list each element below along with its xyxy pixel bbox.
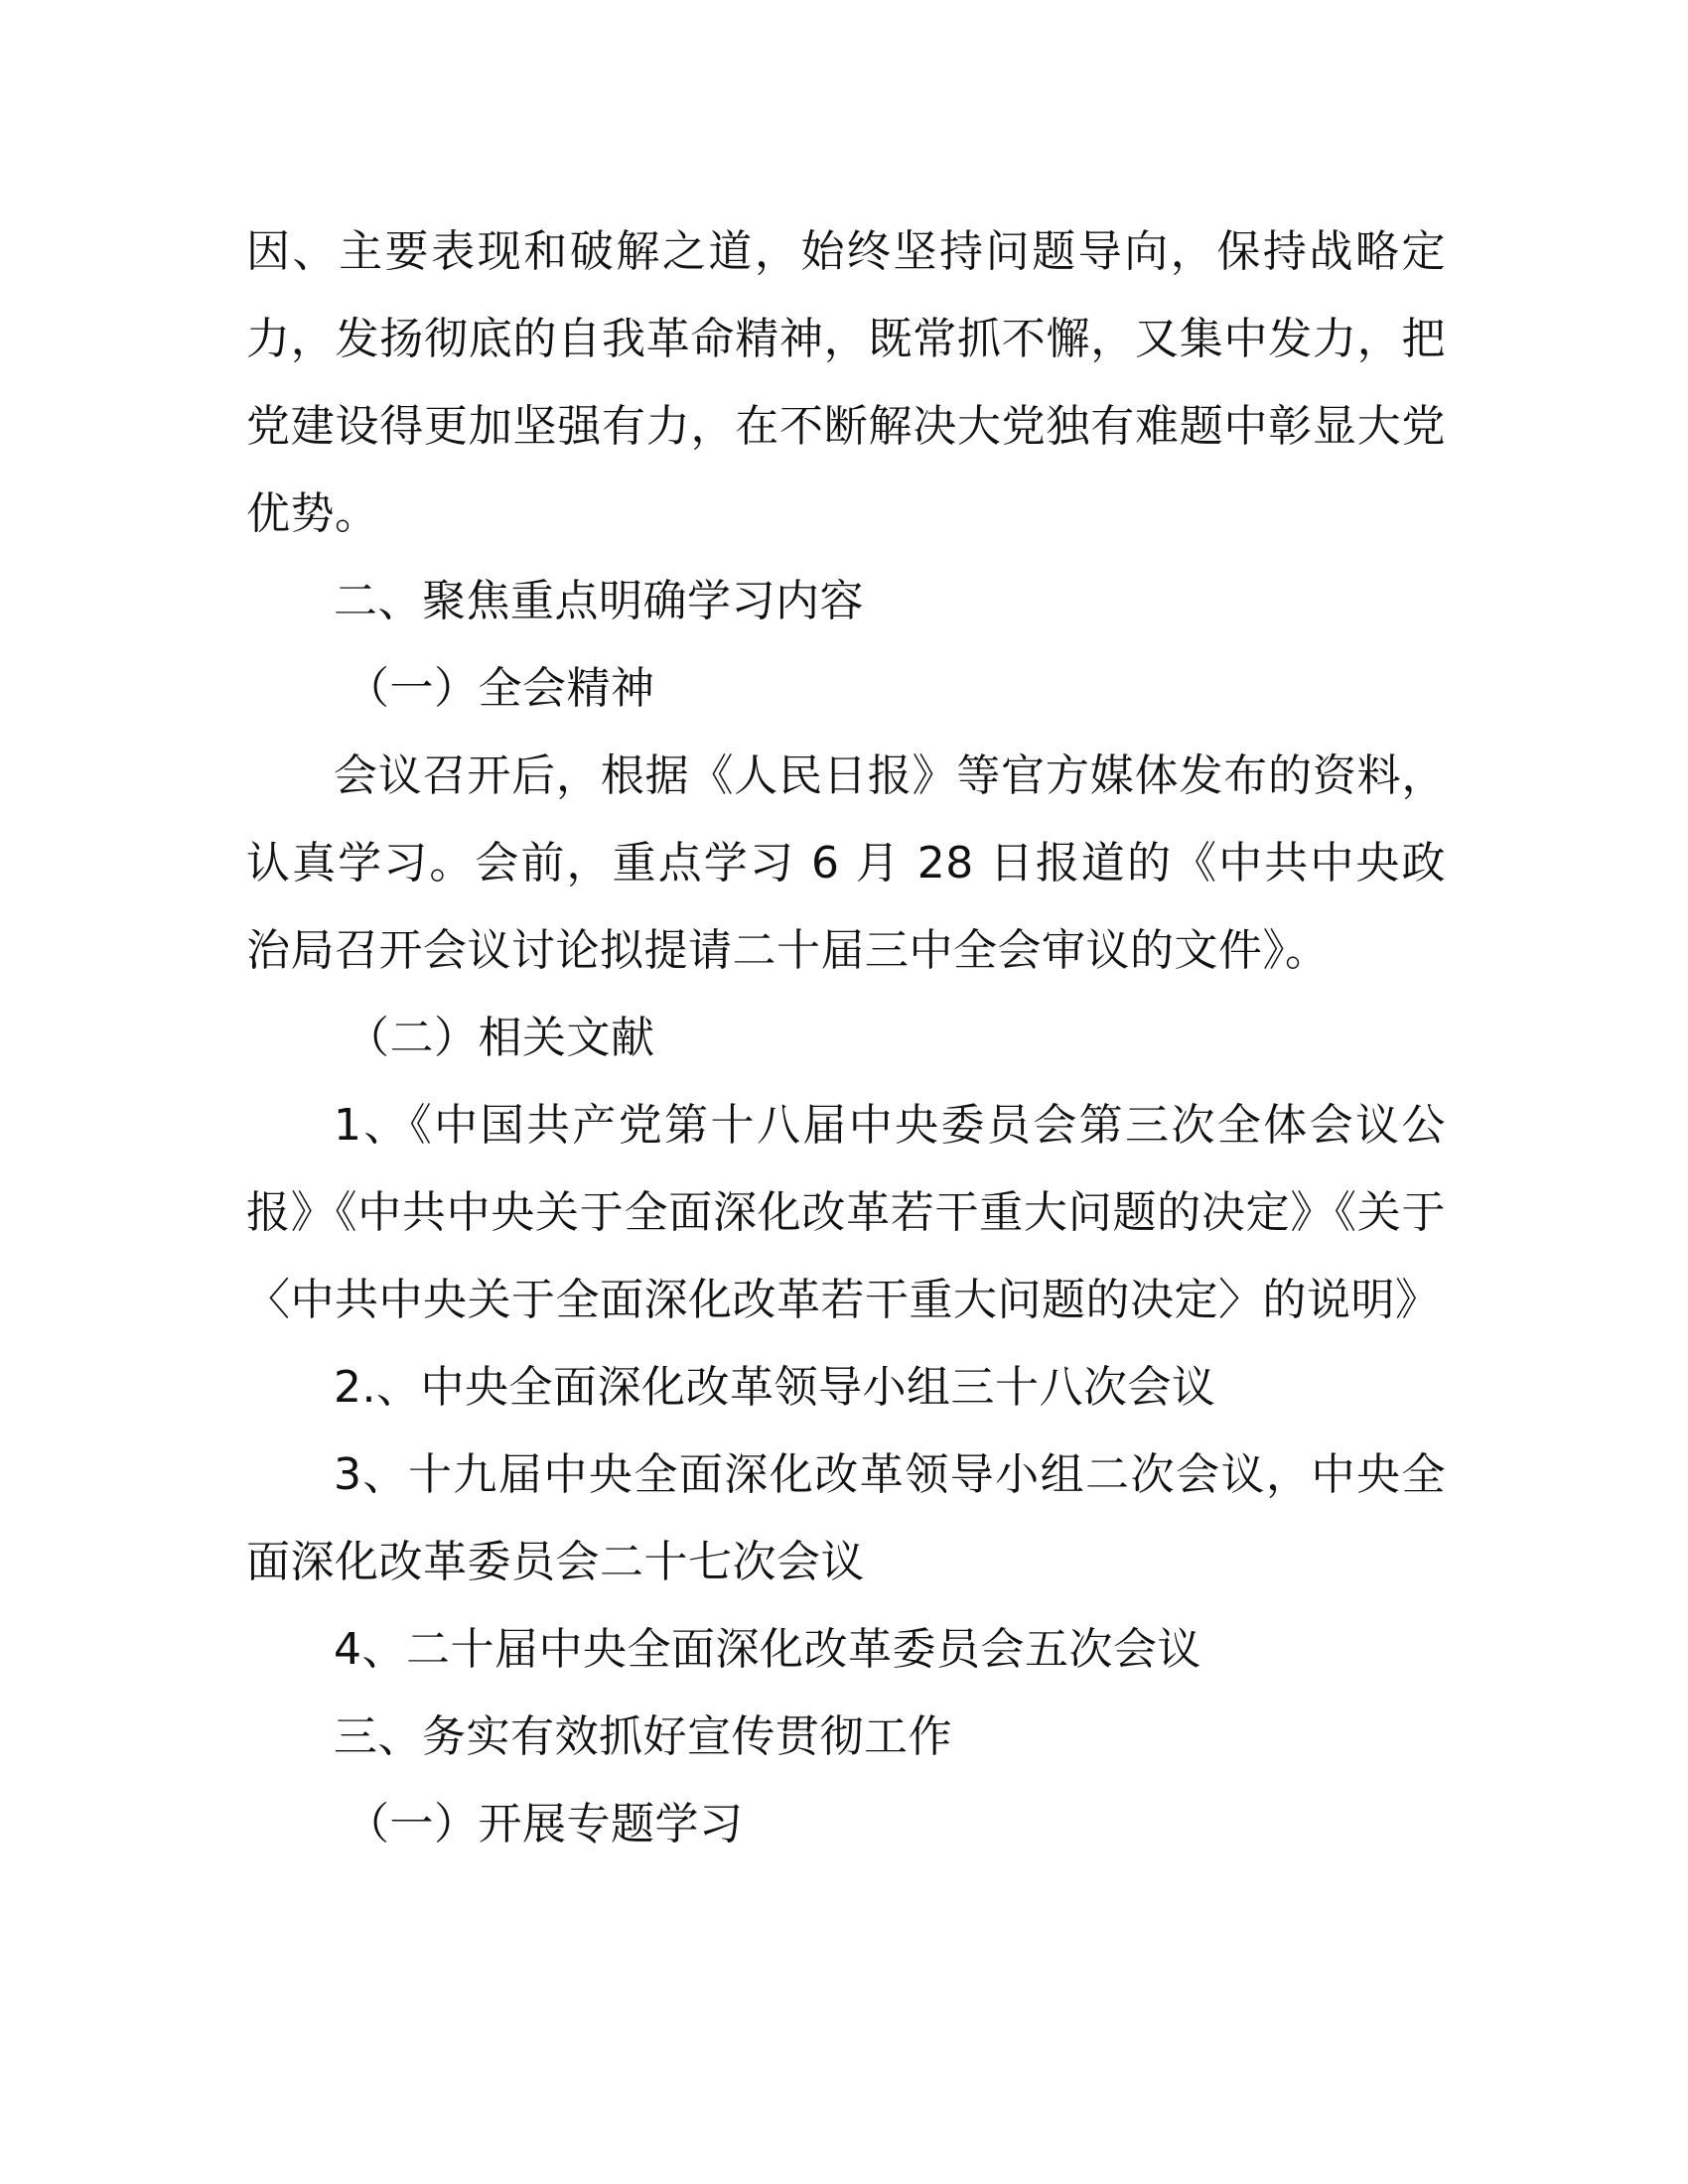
paragraph-continuation: 因、主要表现和破解之道，始终坚持问题导向，保持战略定力，发扬彻底的自我革命精神，既常抓不懈，又集中发力，把党建设得更加坚强有力，在不断解决大党独有难题中彰显大党优势。 <box>246 226 1446 539</box>
list-item-4: 4、二十届中央全面深化改革委员会五次会议 <box>334 1624 1201 1675</box>
subsection-heading-3-1: （一）开展专题学习 <box>346 1799 744 1849</box>
document-body <box>246 208 1446 1868</box>
section-heading-3: 三、务实有效抓好宣传贯彻工作 <box>334 1711 952 1762</box>
list-item-1: 1、《中国共产党第十八届中央委员会第三次全体会议公报》《中共中央关于全面深化改革若干重大问题的决定》《关于〈中共中央关于全面深化改革若干重大问题的决定〉的说明》 <box>246 1100 1446 1325</box>
subsection-heading-2-2: （二）相关文献 <box>346 1013 655 1063</box>
subsection-heading-2-1: （一）全会精神 <box>346 663 655 714</box>
list-item-2: 2.、中央全面深化改革领导小组三十八次会议 <box>334 1362 1216 1413</box>
section-heading-2: 二、聚焦重点明确学习内容 <box>334 576 864 626</box>
paragraph-plenary-study: 会议召开后，根据《人民日报》等官方媒体发布的资料，认真学习。会前，重点学习 6 月 28 日报道的《中共中央政治局召开会议讨论拟提请二十届三中全会审议的文件》。 <box>246 751 1446 976</box>
list-item-3: 3、十九届中央全面深化改革领导小组二次会议，中央全面深化改革委员会二十七次会议 <box>246 1449 1446 1587</box>
